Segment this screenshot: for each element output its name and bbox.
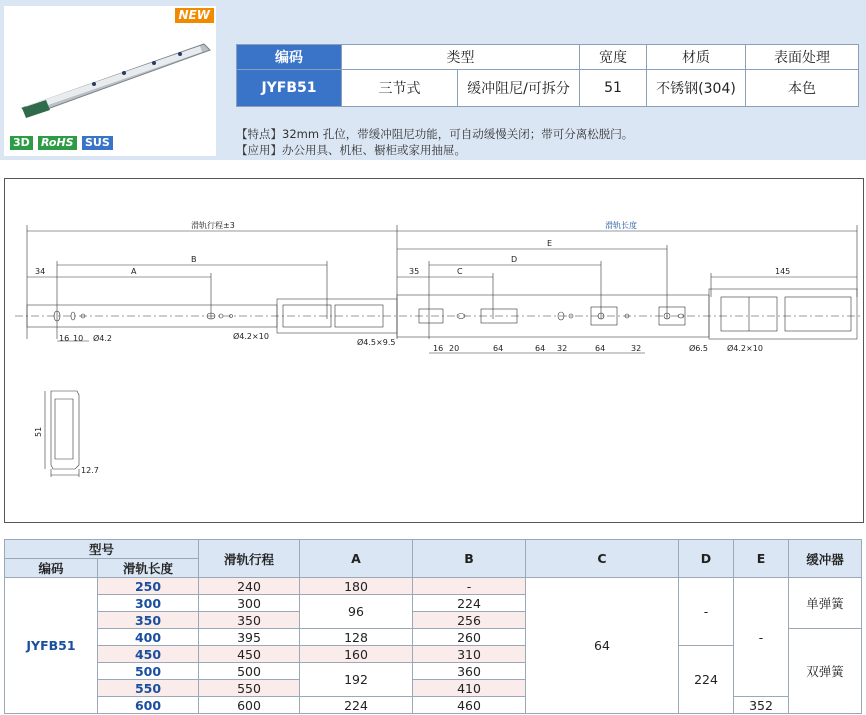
th-code: 编码	[5, 559, 98, 578]
dim-10: 10	[73, 334, 84, 343]
cell-A: 192	[300, 663, 413, 697]
cell-length: 300	[98, 595, 199, 612]
dim-16: 16	[59, 334, 70, 343]
cell-A: 128	[300, 629, 413, 646]
cell-E-1: -	[734, 578, 789, 697]
dim-b64c: 64	[595, 344, 606, 353]
dim-E: E	[547, 239, 553, 248]
th-model: 型号	[5, 540, 199, 559]
dim-slot45x95: Ø4.5×9.5	[357, 338, 396, 347]
cell-B: 310	[413, 646, 526, 663]
cell-length: 600	[98, 697, 199, 714]
th-stroke: 滑轨行程	[199, 540, 300, 578]
spec-material: 不锈钢(304)	[647, 70, 746, 107]
cell-code: JYFB51	[5, 578, 98, 714]
cell-E-2: 352	[734, 697, 789, 714]
th-buffer: 缓冲器	[789, 540, 862, 578]
cell-length: 450	[98, 646, 199, 663]
th-C: C	[526, 540, 679, 578]
dim-b64b: 64	[535, 344, 546, 353]
cell-length: 250	[98, 578, 199, 595]
cell-stroke: 350	[199, 612, 300, 629]
th-A: A	[300, 540, 413, 578]
cell-length: 400	[98, 629, 199, 646]
slide-rail-image	[4, 6, 216, 156]
cell-B: -	[413, 578, 526, 595]
th-D: D	[679, 540, 734, 578]
size-table	[4, 539, 862, 714]
dim-b32b: 32	[631, 344, 642, 353]
cell-A: 180	[300, 578, 413, 595]
cell-stroke: 395	[199, 629, 300, 646]
dim-B: B	[191, 255, 197, 264]
dim-stroke: 滑轨行程±3	[191, 221, 235, 230]
cell-stroke: 450	[199, 646, 300, 663]
cell-A: 224	[300, 697, 413, 714]
dim-slot42x10: Ø4.2×10	[233, 332, 269, 341]
dim-w127: 12.7	[81, 466, 99, 475]
cell-length: 350	[98, 612, 199, 629]
dim-145: 145	[775, 267, 791, 276]
dim-D: D	[511, 255, 518, 264]
spec-header-finish: 表面处理	[746, 45, 859, 70]
spec-code: JYFB51	[237, 70, 342, 107]
spec-type: 三节式	[342, 70, 458, 107]
cell-B: 224	[413, 595, 526, 612]
cell-stroke: 300	[199, 595, 300, 612]
cell-stroke: 550	[199, 680, 300, 697]
spec-function: 缓冲阻尼/可拆分	[458, 70, 580, 107]
dim-C: C	[457, 267, 463, 276]
spec-finish: 本色	[746, 70, 859, 107]
th-length: 滑轨长度	[98, 559, 199, 578]
cell-stroke: 240	[199, 578, 300, 595]
cell-A: 160	[300, 646, 413, 663]
dim-hole42: Ø4.2	[93, 334, 113, 343]
cell-B: 460	[413, 697, 526, 714]
cell-A: 96	[300, 595, 413, 629]
product-photo	[4, 6, 216, 156]
cell-stroke: 600	[199, 697, 300, 714]
cell-D-1: -	[679, 578, 734, 646]
badge-rohs: RoHS	[38, 136, 77, 150]
cell-B: 256	[413, 612, 526, 629]
cell-B: 410	[413, 680, 526, 697]
dim-34: 34	[35, 267, 46, 276]
dim-height51: 51	[34, 426, 43, 437]
spec-header-code: 编码	[237, 45, 342, 70]
spec-header-type: 类型	[342, 45, 580, 70]
cell-B: 360	[413, 663, 526, 680]
cell-stroke: 500	[199, 663, 300, 680]
drawing-svg	[5, 179, 863, 522]
badge-sus: SUS	[82, 136, 113, 150]
dim-35: 35	[409, 267, 420, 276]
th-E: E	[734, 540, 789, 578]
spec-header-width: 宽度	[580, 45, 647, 70]
cell-B: 260	[413, 629, 526, 646]
spec-header-material: 材质	[647, 45, 746, 70]
th-B: B	[413, 540, 526, 578]
dim-b16: 16	[433, 344, 444, 353]
technical-drawing	[4, 178, 864, 523]
dim-A: A	[131, 267, 137, 276]
spec-width: 51	[580, 70, 647, 107]
new-badge: NEW	[175, 8, 214, 23]
application-text: 【应用】办公用具、机柜、橱柜或家用抽屉。	[236, 143, 466, 157]
cell-buffer-1: 单弹簧	[789, 578, 862, 629]
dim-b32a: 32	[557, 344, 568, 353]
cell-length: 500	[98, 663, 199, 680]
feature-text: 【特点】32mm 孔位，带缓冲阻尼功能，可自动缓慢关闭；带可分离松脱闩。	[236, 127, 634, 141]
dim-b20: 20	[449, 344, 460, 353]
badge-3d: 3D	[10, 136, 33, 150]
dim-length: 滑轨长度	[605, 221, 637, 230]
dim-b64a: 64	[493, 344, 504, 353]
spec-table	[236, 44, 859, 107]
cell-D-2: 224	[679, 646, 734, 714]
dim-hole65: Ø6.5	[689, 344, 709, 353]
cell-buffer-2: 双弹簧	[789, 629, 862, 714]
cell-length: 550	[98, 680, 199, 697]
product-header	[0, 0, 866, 160]
dim-slot42x10b: Ø4.2×10	[727, 344, 763, 353]
cell-C: 64	[526, 578, 679, 714]
